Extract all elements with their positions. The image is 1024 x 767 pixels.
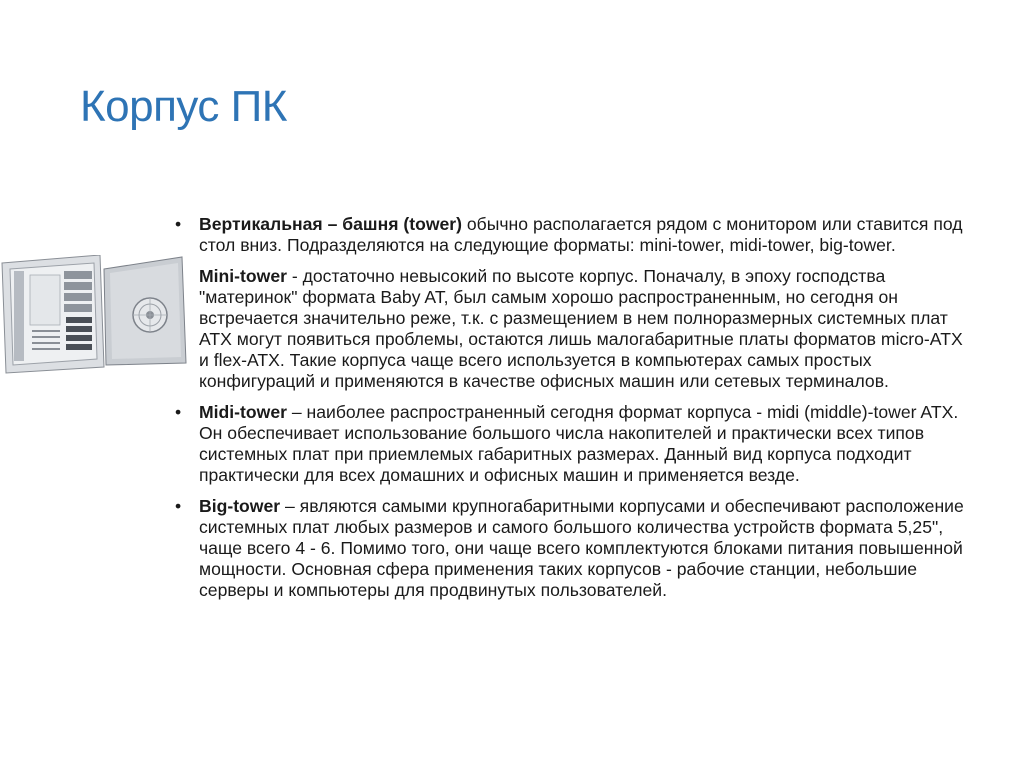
paragraph-term: Mini-tower: [199, 266, 287, 286]
paragraph-term: Midi-tower: [199, 402, 287, 422]
content-list: [173, 214, 973, 601]
paragraph-mini-tower: [173, 266, 973, 392]
paragraph-text: - достаточно невысокий по высоте корпус. Поначалу, в эпоху господства "материнок" формата Baby AT, был самым хорошо распространенным, но сегодня он встречается значительно реже, т.к. с размещением в нем полноразмерных системных плат ATX могут появиться проблемы, остаются лишь малогабаритные платы форматов micro-ATX и flex-ATX. Такие корпуса чаще всего используется в компьютерах самых простых конфигураций и применяются в качестве офисных машин или сетевых терминалов.: [199, 266, 963, 391]
paragraph-term: Big-tower: [199, 496, 281, 516]
paragraph-term: Вертикальная – башня (tower): [199, 214, 462, 234]
paragraph-tower: [173, 214, 973, 256]
paragraph-text: – наиболее распространенный сегодня формат корпуса - midi (middle)-tower ATX. Он обеспечивает использование большого числа накопителей и практически всех типов системных плат при приемлемых габаритных размерах. Данный вид корпуса подходит практически для всех домашних и офисных машин и применяется везде.: [199, 402, 959, 485]
slide-title: Корпус ПК: [80, 82, 287, 131]
paragraph-midi-tower: [173, 402, 973, 486]
paragraph-text: – являются самыми крупногабаритными корпусами и обеспечивают расположение системных плат любых размеров и самого большого количества устройств формата 5,25", чаще всего 4 - 6. Помимо того, они чаще всего комплектуются блоками питания повышенной мощности. Основная сфера применения таких корпусов - рабочие станции, небольшие серверы и компьютеры для продвинутых пользователей.: [199, 496, 964, 600]
paragraph-text: обычно располагается рядом с монитором или ставится под стол вниз. Подразделяются на следующие форматы: mini-tower, midi-tower, big-tower.: [199, 214, 963, 255]
pc-tower-case-image: [0, 255, 200, 375]
paragraph-big-tower: [173, 496, 973, 601]
